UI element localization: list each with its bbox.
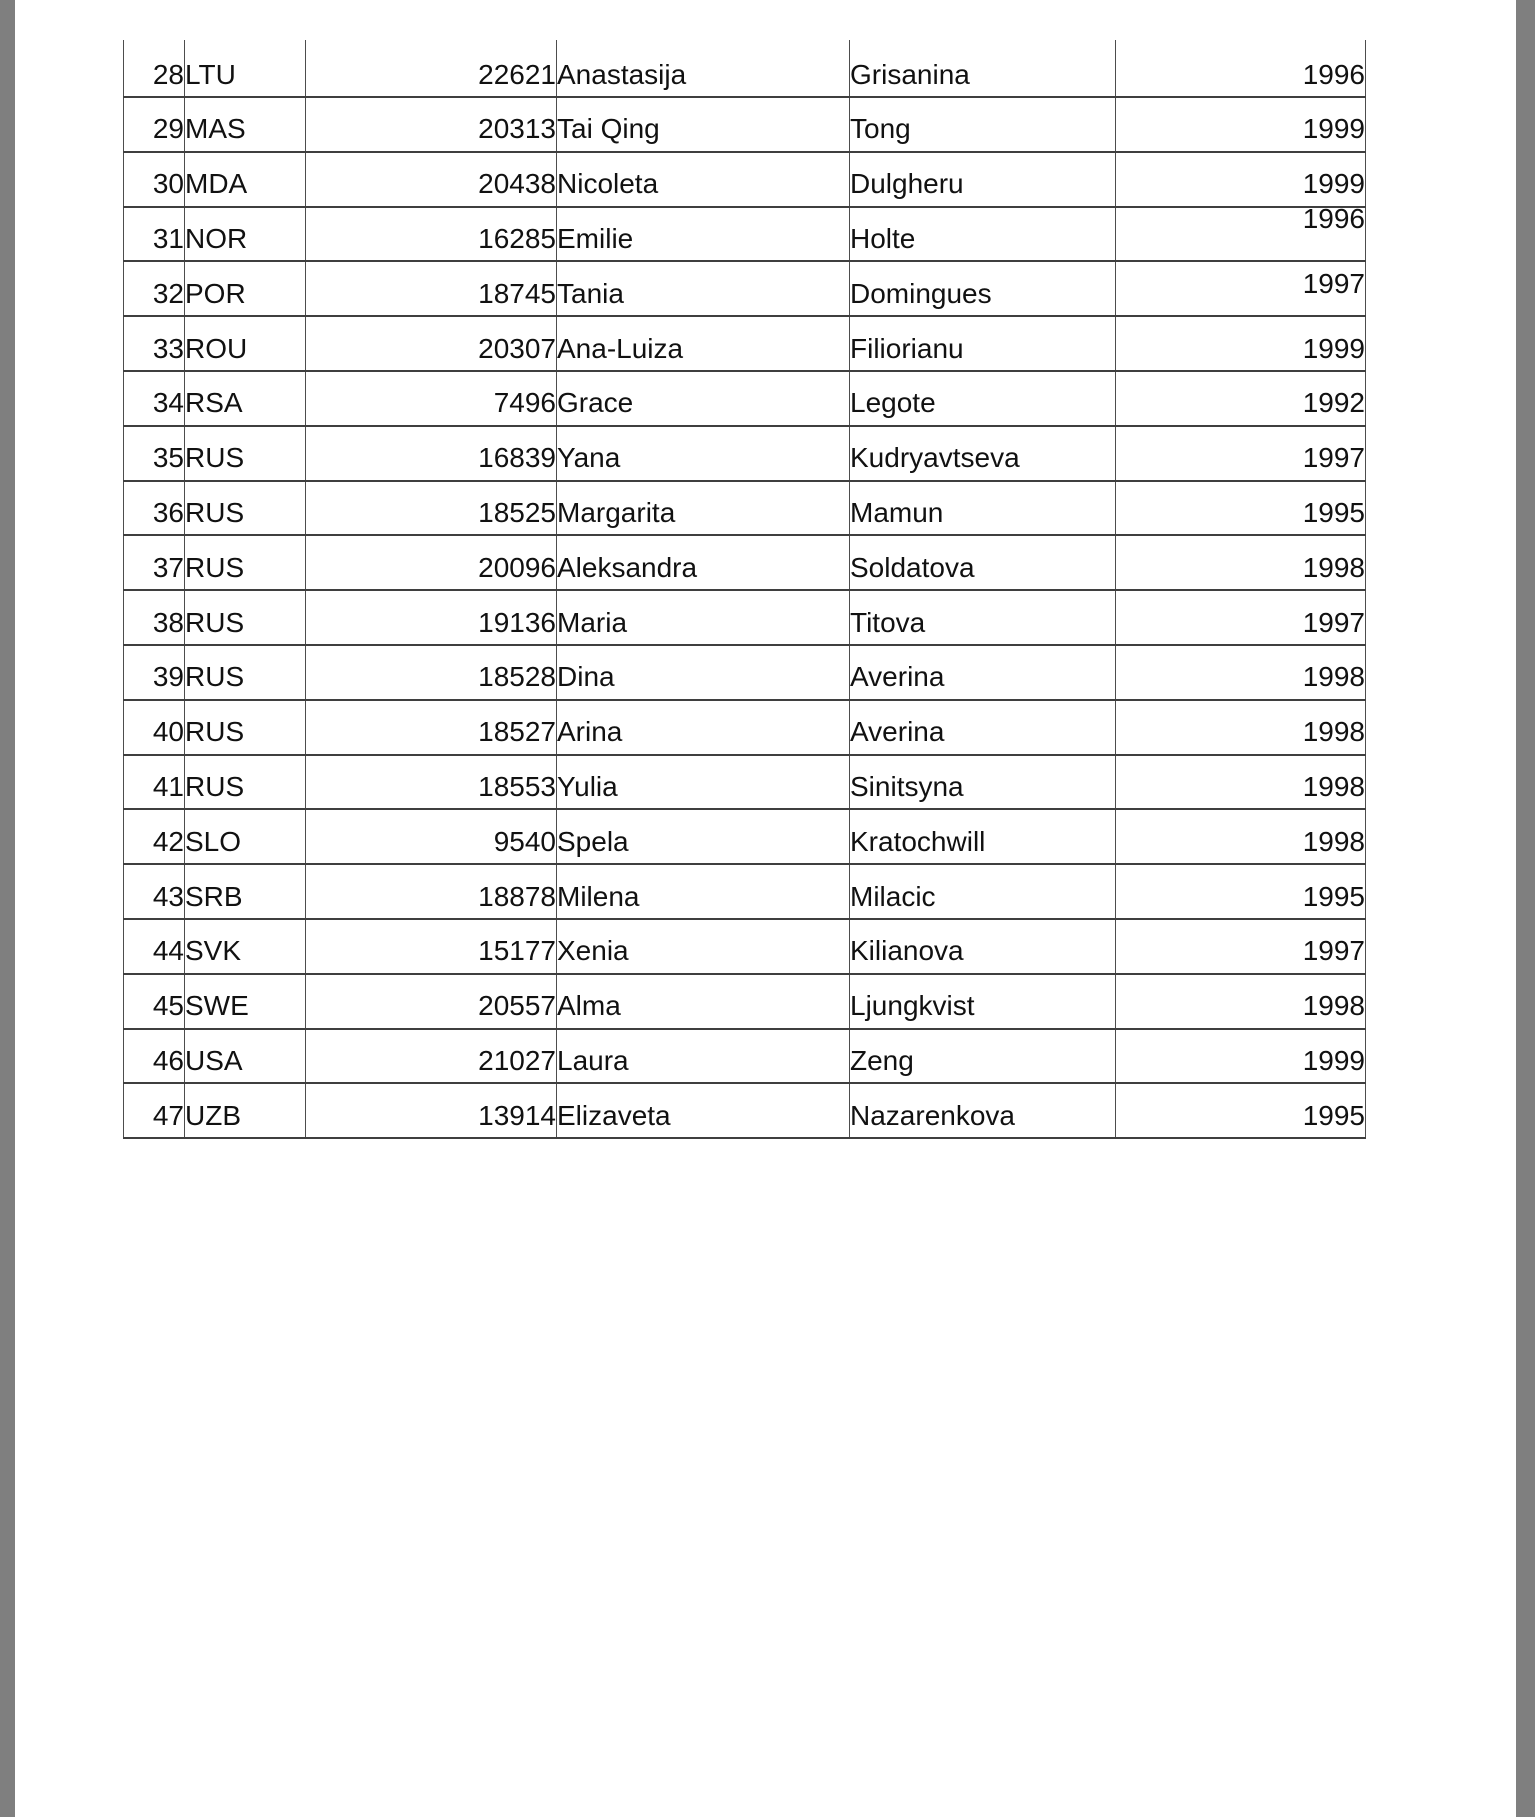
country-cell: RUS — [185, 590, 306, 645]
country-cell: ROU — [185, 316, 306, 371]
rank-cell: 43 — [124, 864, 185, 919]
table-row — [124, 919, 1366, 974]
rank-cell: 44 — [124, 919, 185, 974]
year-value: 1995 — [1302, 497, 1365, 529]
last-name-cell: Kratochwill — [850, 809, 1116, 864]
last-name-cell: Kilianova — [850, 919, 1116, 974]
first-name-cell: Elizaveta — [557, 1083, 850, 1138]
year-cell — [1116, 535, 1366, 590]
year-cell — [1116, 645, 1366, 700]
year-cell — [1116, 919, 1366, 974]
first-name-cell: Emilie — [557, 207, 850, 262]
id-cell: 16839 — [306, 426, 557, 481]
year-value: 1992 — [1302, 387, 1365, 419]
last-name-cell: Domingues — [850, 261, 1116, 316]
table-row — [124, 809, 1366, 864]
year-cell — [1116, 97, 1366, 152]
first-name-cell: Alma — [557, 974, 850, 1029]
year-cell — [1116, 152, 1366, 207]
country-cell: RUS — [185, 426, 306, 481]
id-cell: 18745 — [306, 261, 557, 316]
last-name-cell: Grisanina — [850, 40, 1116, 97]
year-value: 1996 — [1302, 58, 1365, 90]
country-cell: MDA — [185, 152, 306, 207]
year-value: 1999 — [1302, 332, 1365, 364]
rank-cell: 45 — [124, 974, 185, 1029]
id-cell: 18527 — [306, 700, 557, 755]
year-cell — [1116, 40, 1366, 97]
country-cell: UZB — [185, 1083, 306, 1138]
last-name-cell: Filiorianu — [850, 316, 1116, 371]
first-name-cell: Anastasija — [557, 40, 850, 97]
last-name-cell: Dulgheru — [850, 152, 1116, 207]
table-row — [124, 97, 1366, 152]
year-value: 1998 — [1302, 825, 1365, 857]
table-row — [124, 371, 1366, 426]
id-cell: 18525 — [306, 481, 557, 536]
country-cell: POR — [185, 261, 306, 316]
last-name-cell: Averina — [850, 645, 1116, 700]
first-name-cell: Dina — [557, 645, 850, 700]
rank-cell: 38 — [124, 590, 185, 645]
year-value: 1999 — [1302, 113, 1365, 145]
id-cell: 9540 — [306, 809, 557, 864]
year-cell — [1116, 1029, 1366, 1084]
rank-cell: 32 — [124, 261, 185, 316]
year-cell — [1116, 316, 1366, 371]
id-cell: 7496 — [306, 371, 557, 426]
last-name-cell: Kudryavtseva — [850, 426, 1116, 481]
first-name-cell: Yulia — [557, 755, 850, 810]
table-row — [124, 152, 1366, 207]
last-name-cell: Titova — [850, 590, 1116, 645]
year-value: 1997 — [1302, 935, 1365, 967]
year-cell — [1116, 481, 1366, 536]
country-cell: USA — [185, 1029, 306, 1084]
rank-cell: 35 — [124, 426, 185, 481]
country-cell: LTU — [185, 40, 306, 97]
table-row — [124, 590, 1366, 645]
table-row — [124, 535, 1366, 590]
rank-cell: 41 — [124, 755, 185, 810]
left-page-edge — [0, 0, 15, 1817]
last-name-cell: Milacic — [850, 864, 1116, 919]
table-row — [124, 426, 1366, 481]
year-value: 1999 — [1302, 1044, 1365, 1076]
last-name-cell: Mamun — [850, 481, 1116, 536]
id-cell: 13914 — [306, 1083, 557, 1138]
roster-body — [124, 40, 1366, 1138]
table-row — [124, 645, 1366, 700]
year-value: 1995 — [1302, 1099, 1365, 1131]
rank-cell: 36 — [124, 481, 185, 536]
rank-cell: 39 — [124, 645, 185, 700]
year-value: 1998 — [1302, 716, 1365, 748]
year-value: 1997 — [1302, 442, 1365, 474]
rank-cell: 33 — [124, 316, 185, 371]
table-row — [124, 700, 1366, 755]
year-value: 1998 — [1302, 990, 1365, 1022]
first-name-cell: Maria — [557, 590, 850, 645]
year-value: 1998 — [1302, 551, 1365, 583]
year-cell — [1116, 207, 1366, 262]
table-row — [124, 974, 1366, 1029]
last-name-cell: Tong — [850, 97, 1116, 152]
last-name-cell: Averina — [850, 700, 1116, 755]
last-name-cell: Sinitsyna — [850, 755, 1116, 810]
table-row — [124, 755, 1366, 810]
country-cell: RUS — [185, 645, 306, 700]
last-name-cell: Legote — [850, 371, 1116, 426]
year-value: 1999 — [1302, 168, 1365, 200]
first-name-cell: Arina — [557, 700, 850, 755]
year-value: 1997 — [1302, 606, 1365, 638]
id-cell: 19136 — [306, 590, 557, 645]
country-cell: RUS — [185, 755, 306, 810]
id-cell: 22621 — [306, 40, 557, 97]
year-cell — [1116, 261, 1366, 316]
first-name-cell: Margarita — [557, 481, 850, 536]
first-name-cell: Tai Qing — [557, 97, 850, 152]
country-cell: MAS — [185, 97, 306, 152]
country-cell: NOR — [185, 207, 306, 262]
right-page-edge — [1516, 0, 1535, 1817]
rank-cell: 47 — [124, 1083, 185, 1138]
country-cell: SLO — [185, 809, 306, 864]
id-cell: 20307 — [306, 316, 557, 371]
country-cell: RUS — [185, 481, 306, 536]
rank-cell: 28 — [124, 40, 185, 97]
year-cell — [1116, 426, 1366, 481]
year-cell — [1116, 1083, 1366, 1138]
table-row — [124, 316, 1366, 371]
last-name-cell: Soldatova — [850, 535, 1116, 590]
year-cell — [1116, 590, 1366, 645]
rank-cell: 29 — [124, 97, 185, 152]
year-cell — [1116, 700, 1366, 755]
year-cell — [1116, 809, 1366, 864]
first-name-cell: Tania — [557, 261, 850, 316]
country-cell: SWE — [185, 974, 306, 1029]
id-cell: 21027 — [306, 1029, 557, 1084]
first-name-cell: Aleksandra — [557, 535, 850, 590]
id-cell: 18878 — [306, 864, 557, 919]
rank-cell: 31 — [124, 207, 185, 262]
rank-cell: 30 — [124, 152, 185, 207]
last-name-cell: Ljungkvist — [850, 974, 1116, 1029]
country-cell: RUS — [185, 700, 306, 755]
id-cell: 20557 — [306, 974, 557, 1029]
year-value: 1996 — [1302, 206, 1365, 235]
first-name-cell: Spela — [557, 809, 850, 864]
id-cell: 18528 — [306, 645, 557, 700]
last-name-cell: Holte — [850, 207, 1116, 262]
year-value: 1998 — [1302, 771, 1365, 802]
last-name-cell: Nazarenkova — [850, 1083, 1116, 1138]
country-cell: RUS — [185, 535, 306, 590]
first-name-cell: Ana-Luiza — [557, 316, 850, 371]
rank-cell: 42 — [124, 809, 185, 864]
table-row — [124, 1029, 1366, 1084]
rank-cell: 34 — [124, 371, 185, 426]
year-cell — [1116, 755, 1366, 810]
year-cell — [1116, 864, 1366, 919]
table-row — [124, 40, 1366, 97]
rank-cell: 46 — [124, 1029, 185, 1084]
id-cell: 20096 — [306, 535, 557, 590]
first-name-cell: Milena — [557, 864, 850, 919]
rank-cell: 37 — [124, 535, 185, 590]
first-name-cell: Yana — [557, 426, 850, 481]
table-row — [124, 1083, 1366, 1138]
year-cell — [1116, 371, 1366, 426]
year-value: 1995 — [1302, 880, 1365, 912]
rank-cell: 40 — [124, 700, 185, 755]
id-cell: 18553 — [306, 755, 557, 810]
year-value: 1997 — [1302, 267, 1365, 299]
id-cell: 20438 — [306, 152, 557, 207]
table-row — [124, 261, 1366, 316]
table-row — [124, 481, 1366, 536]
athlete-roster-table — [123, 40, 1366, 1139]
id-cell: 20313 — [306, 97, 557, 152]
first-name-cell: Xenia — [557, 919, 850, 974]
table-row — [124, 207, 1366, 262]
year-value: 1998 — [1302, 661, 1365, 693]
last-name-cell: Zeng — [850, 1029, 1116, 1084]
id-cell: 16285 — [306, 207, 557, 262]
country-cell: SRB — [185, 864, 306, 919]
country-cell: SVK — [185, 919, 306, 974]
first-name-cell: Nicoleta — [557, 152, 850, 207]
year-cell — [1116, 974, 1366, 1029]
table-row — [124, 864, 1366, 919]
first-name-cell: Grace — [557, 371, 850, 426]
first-name-cell: Laura — [557, 1029, 850, 1084]
id-cell: 15177 — [306, 919, 557, 974]
country-cell: RSA — [185, 371, 306, 426]
